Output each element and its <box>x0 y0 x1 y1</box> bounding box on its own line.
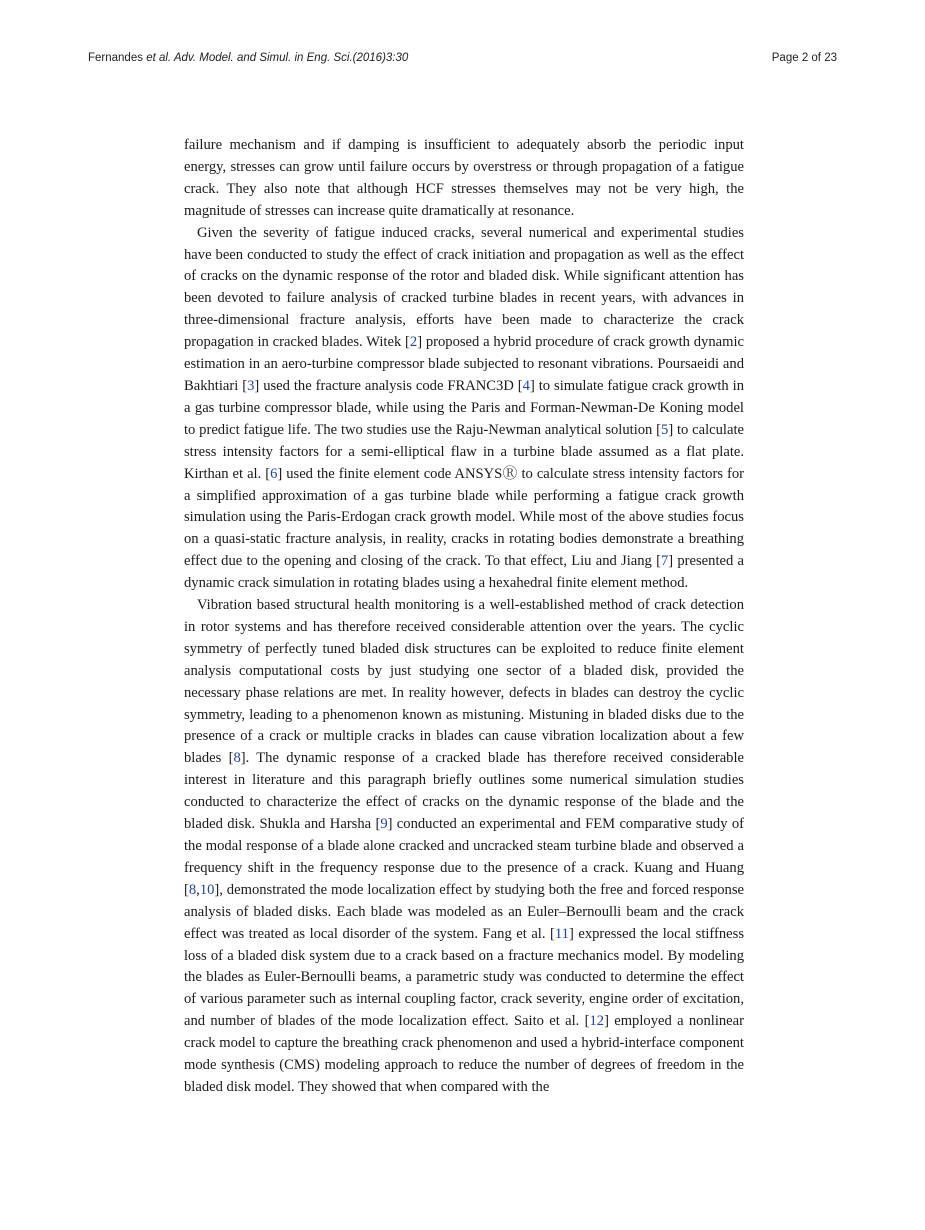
header-author: Fernandes <box>88 52 143 64</box>
citation-link[interactable]: 6 <box>270 465 278 482</box>
text-run: ] proposed a hybrid procedure of crack growth dynamic estimation in an aero-turbine compressor blade subjected to resonant vibrations. Poursaeidi and Bakhtiari [ <box>184 334 744 394</box>
header-issue: (2016)3:30 <box>352 52 409 64</box>
text-run: ] used the finite element code ANSYSⓇ to calculate stress intensity factors for a simplified approximation of a gas turbine blade while performing a fatigue crack growth simulation using the Paris-Erdogan crack growth model. While most of the above studies focus on a quasi-static fracture analysis, in reality, cracks in rotating bodies demonstrate a breathing effect due to the opening and closing of the crack. To that effect, Liu and Jiang [ <box>184 465 744 570</box>
citation-link[interactable]: 12 <box>589 1013 605 1030</box>
citation-link[interactable]: 8 <box>233 750 241 767</box>
text-run: failure mechanism and if damping is insufficient to adequately absorb the periodic input energy, stresses can grow until failure occurs by overstress or through propagation of a fatigue crack. They also note that although HCF stresses themselves may not be very high, the magnitude of stresses can increase quite dramatically at resonance. <box>184 137 744 219</box>
citation-link[interactable]: 3 <box>247 377 255 394</box>
page-number: Page 2 of 23 <box>771 52 837 64</box>
text-run: ] conducted an experimental and FEM comparative study of the modal response of a blade alone cracked and uncracked steam turbine blade and observed a frequency shift in the frequency response due to the presence of a crack. Kuang and Huang [ <box>184 816 745 898</box>
text-run: ] to calculate stress intensity factors for a semi-elliptical flaw in a turbine blade assumed as a flat plate. Kirthan et al. [ <box>184 421 745 482</box>
running-header <box>88 52 408 64</box>
text-run: ] employed a nonlinear crack model to capture the breathing crack phenomenon and used a hybrid-interface component mode synthesis (CMS) modeling approach to reduce the number of degrees of freedom in the bladed disk model. They showed that when compared with the <box>184 1013 744 1095</box>
citation-link[interactable]: 11 <box>554 925 569 942</box>
text-run: Given the severity of fatigue induced cracks, several numerical and experimental studies have been conducted to study the effect of crack initiation and propagation as well as the effect of cracks on the dynamic response of the rotor and bladed disk. While significant attention has been devoted to failure analysis of cracked turbine blades in recent years, with advances in three-dimensional fracture analysis, efforts have been made to characterize the crack propagation in cracked blades. Witek [ <box>184 224 744 351</box>
text-run: Vibration based structural health monitoring is a well-established method of crack detection in rotor systems and has therefore received considerable attention over the years. The cyclic symmetry of perfectly tuned bladed disk structures can be exploited to reduce finite element analysis computational costs by just studying one sector of a bladed disk, provided the necessary phase relations are met. In reality however, defects in blades can destroy the cyclic symmetry, leading to a phenomenon known as mistuning. Mistuning in bladed disks due to the presence of a crack or multiple cracks in blades can cause vibration localization about a few blades [ <box>184 597 744 767</box>
paragraph-2 <box>184 223 744 595</box>
citation-link[interactable]: 10 <box>199 881 215 898</box>
paragraph-1 <box>184 135 744 223</box>
text-run: ] expressed the local stiffness loss of a bladed disk system due to a crack based on a fracture mechanics model. By modeling the blades as Euler-Bernoulli beams, a parametric study was conducted to determine the effect of various parameter such as internal coupling factor, crack severity, engine order of excitation, and number of blades of the mode localization effect. Saito et al. [ <box>184 925 745 1030</box>
text-run: ]. The dynamic response of a cracked blade has therefore received considerable interest in literature and this paragraph briefly outlines some numerical simulation studies conducted to characterize the effect of cracks on the dynamic response of the blade and the bladed disk. Shukla and Harsha [ <box>184 750 744 833</box>
text-run: ] to simulate fatigue crack growth in a gas turbine compressor blade, while using the Paris and Forman-Newman-De Koning model to predict fatigue life. The two studies use the Raju-Newman analytical solution [ <box>184 377 744 438</box>
citation-link[interactable]: 8 <box>188 881 197 898</box>
citation-link[interactable]: 7 <box>660 553 669 570</box>
header-journal: et al. Adv. Model. and Simul. in Eng. Sci. <box>146 52 353 64</box>
text-run: ], demonstrated the mode localization effect by studying both the free and forced response analysis of bladed disks. Each blade was modeled as an Euler–Bernoulli beam and the crack effect was treated as local disorder of the system. Fang et al. [ <box>184 881 744 942</box>
citation-link[interactable]: 9 <box>380 816 388 833</box>
citation-link[interactable]: 2 <box>409 334 418 351</box>
text-run: ] used the fracture analysis code FRANC3D [ <box>254 377 523 394</box>
text-run: ] presented a dynamic crack simulation in rotating blades using a hexahedral finite element method. <box>184 553 744 592</box>
body-text <box>184 135 744 1099</box>
citation-link[interactable]: 4 <box>522 377 530 394</box>
citation-link[interactable]: 5 <box>661 421 669 438</box>
text-run: , <box>196 881 200 898</box>
paragraph-3 <box>184 595 744 1099</box>
